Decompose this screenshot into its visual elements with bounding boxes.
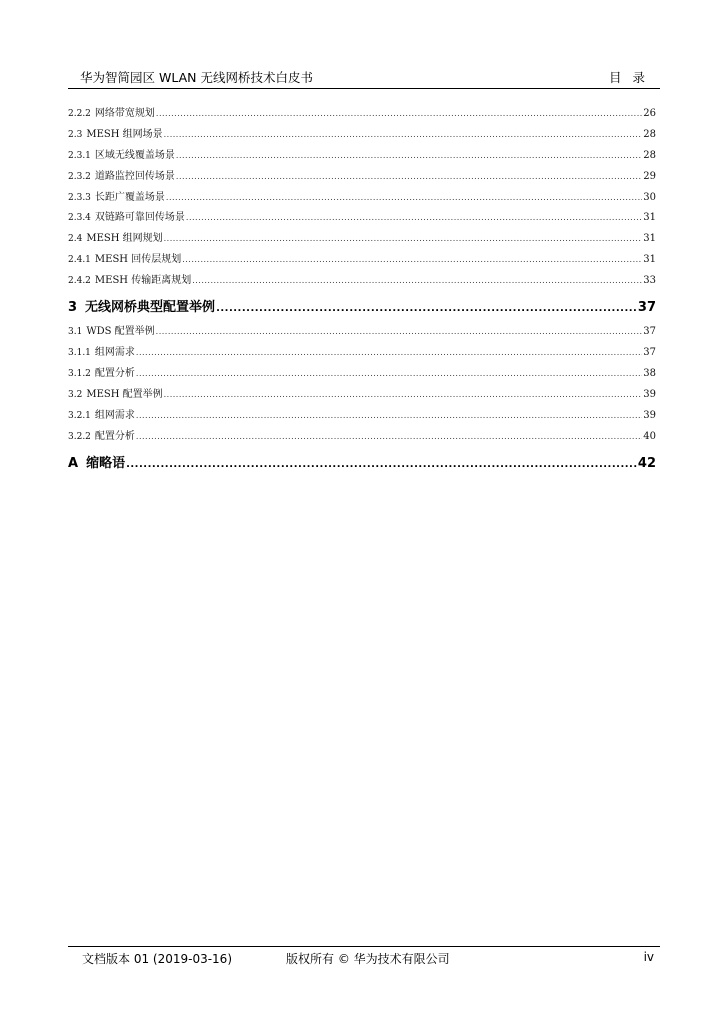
toc-entry-title: 组网需求 <box>94 410 135 421</box>
toc-leader <box>156 109 642 118</box>
toc-entry-title: 缩略语 <box>86 456 126 471</box>
toc-leader <box>136 432 642 441</box>
toc-entry[interactable] <box>68 167 656 182</box>
toc-chapter-entry[interactable] <box>68 296 656 315</box>
toc-entry-page: 37 <box>643 326 656 337</box>
toc-entry-page: 31 <box>643 212 656 223</box>
toc-entry-page: 30 <box>643 192 656 203</box>
toc-entry-page: 42 <box>637 456 656 471</box>
toc-entry-number: 2.4 <box>68 234 83 244</box>
toc-leader <box>136 411 642 420</box>
toc-leader <box>192 276 642 285</box>
toc-entry-title: 无线网桥典型配置举例 <box>85 300 216 315</box>
toc-leader <box>176 151 642 160</box>
header-section: 目录 <box>608 70 656 85</box>
toc-entry[interactable] <box>68 250 656 265</box>
copyright-notice: 版权所有 © 华为技术有限公司 <box>286 952 450 966</box>
toc-entry-number: 3.1.2 <box>68 369 91 379</box>
toc-entry-title: 配置分析 <box>94 368 135 379</box>
toc-entry-number: 2.2.2 <box>68 109 91 119</box>
toc-entry-number: 3.1 <box>68 327 83 337</box>
toc-entry-number: 3.2.1 <box>68 411 91 421</box>
toc-entry-number: 2.3.2 <box>68 172 91 182</box>
toc-entry-page: 37 <box>637 300 656 315</box>
toc-entry-title: MESH 组网场景 <box>86 129 163 140</box>
toc-entry-number: 2.3 <box>68 130 83 140</box>
toc-chapter-entry[interactable] <box>68 452 656 471</box>
toc-entry[interactable] <box>68 427 656 442</box>
toc-entry-number: 2.3.4 <box>68 213 91 223</box>
toc-entry[interactable] <box>68 229 656 244</box>
toc-entry-page: 40 <box>643 431 656 442</box>
toc-entry-number: 3.1.1 <box>68 348 91 358</box>
toc-entry[interactable] <box>68 343 656 358</box>
toc-entry-page: 31 <box>643 233 656 244</box>
toc-entry-page: 29 <box>643 171 656 182</box>
toc-entry-page: 33 <box>643 275 656 286</box>
toc-leader <box>186 213 642 222</box>
toc-leader <box>164 130 643 139</box>
document-version: 文档版本 01 (2019-03-16) <box>82 952 233 966</box>
toc-leader <box>156 327 643 336</box>
toc-entry[interactable] <box>68 406 656 421</box>
toc-entry-page: 37 <box>643 347 656 358</box>
toc-entry-number: 2.3.3 <box>68 193 91 203</box>
toc-entry-title: MESH 传输距离规划 <box>94 275 192 286</box>
toc-entry-page: 28 <box>643 150 656 161</box>
toc-entry-title: 配置分析 <box>94 431 135 442</box>
toc-entry-page: 39 <box>643 389 656 400</box>
toc-entry-number: 3 <box>68 300 78 315</box>
toc-entry-title: WDS 配置举例 <box>86 326 155 337</box>
toc-entry-title: MESH 配置举例 <box>86 389 163 400</box>
toc-entry-title: 双链路可靠回传场景 <box>94 212 185 223</box>
toc-entry[interactable] <box>68 146 656 161</box>
toc-entry-title: MESH 回传层规划 <box>94 254 182 265</box>
toc-entry-number: 2.4.2 <box>68 276 91 286</box>
toc-entry[interactable] <box>68 364 656 379</box>
toc-entry[interactable] <box>68 125 656 140</box>
toc-leader <box>136 369 642 378</box>
toc-leader <box>164 390 643 399</box>
toc-entry-number: 3.2 <box>68 390 83 400</box>
toc-leader <box>176 172 642 181</box>
toc-entry[interactable] <box>68 188 656 203</box>
toc-leader <box>216 303 637 314</box>
toc-entry[interactable] <box>68 385 656 400</box>
toc-entry-page: 28 <box>643 129 656 140</box>
toc-entry-title: 道路监控回传场景 <box>94 171 175 182</box>
toc-entry-number: 2.4.1 <box>68 255 91 265</box>
toc-entry-page: 31 <box>643 254 656 265</box>
page-header <box>68 66 660 89</box>
toc-entry[interactable] <box>68 322 656 337</box>
toc-entry-page: 39 <box>643 410 656 421</box>
toc-leader <box>126 459 637 470</box>
toc-leader <box>166 193 642 202</box>
toc-entry-number: 3.2.2 <box>68 432 91 442</box>
toc-entry-title: 长距广覆盖场景 <box>94 192 165 203</box>
toc-entry-page: 26 <box>643 108 656 119</box>
toc-entry-title: 网络带宽规划 <box>94 108 155 119</box>
toc-entry-title: MESH 组网规划 <box>86 233 163 244</box>
toc-entry[interactable] <box>68 208 656 223</box>
toc-entry[interactable] <box>68 104 656 119</box>
toc-leader <box>164 234 643 243</box>
toc-entry[interactable] <box>68 271 656 286</box>
toc-entry-number: A <box>68 456 79 471</box>
toc-leader <box>136 348 642 357</box>
header-title: 华为智简园区 WLAN 无线网桥技术白皮书 <box>80 70 313 85</box>
toc-entry-page: 38 <box>643 368 656 379</box>
toc-entry-title: 区域无线覆盖场景 <box>94 150 175 161</box>
page-footer <box>68 946 660 971</box>
toc-entry-number: 2.3.1 <box>68 151 91 161</box>
toc-leader <box>182 255 642 264</box>
toc-entry-title: 组网需求 <box>94 347 135 358</box>
page-number: iv <box>643 950 654 964</box>
